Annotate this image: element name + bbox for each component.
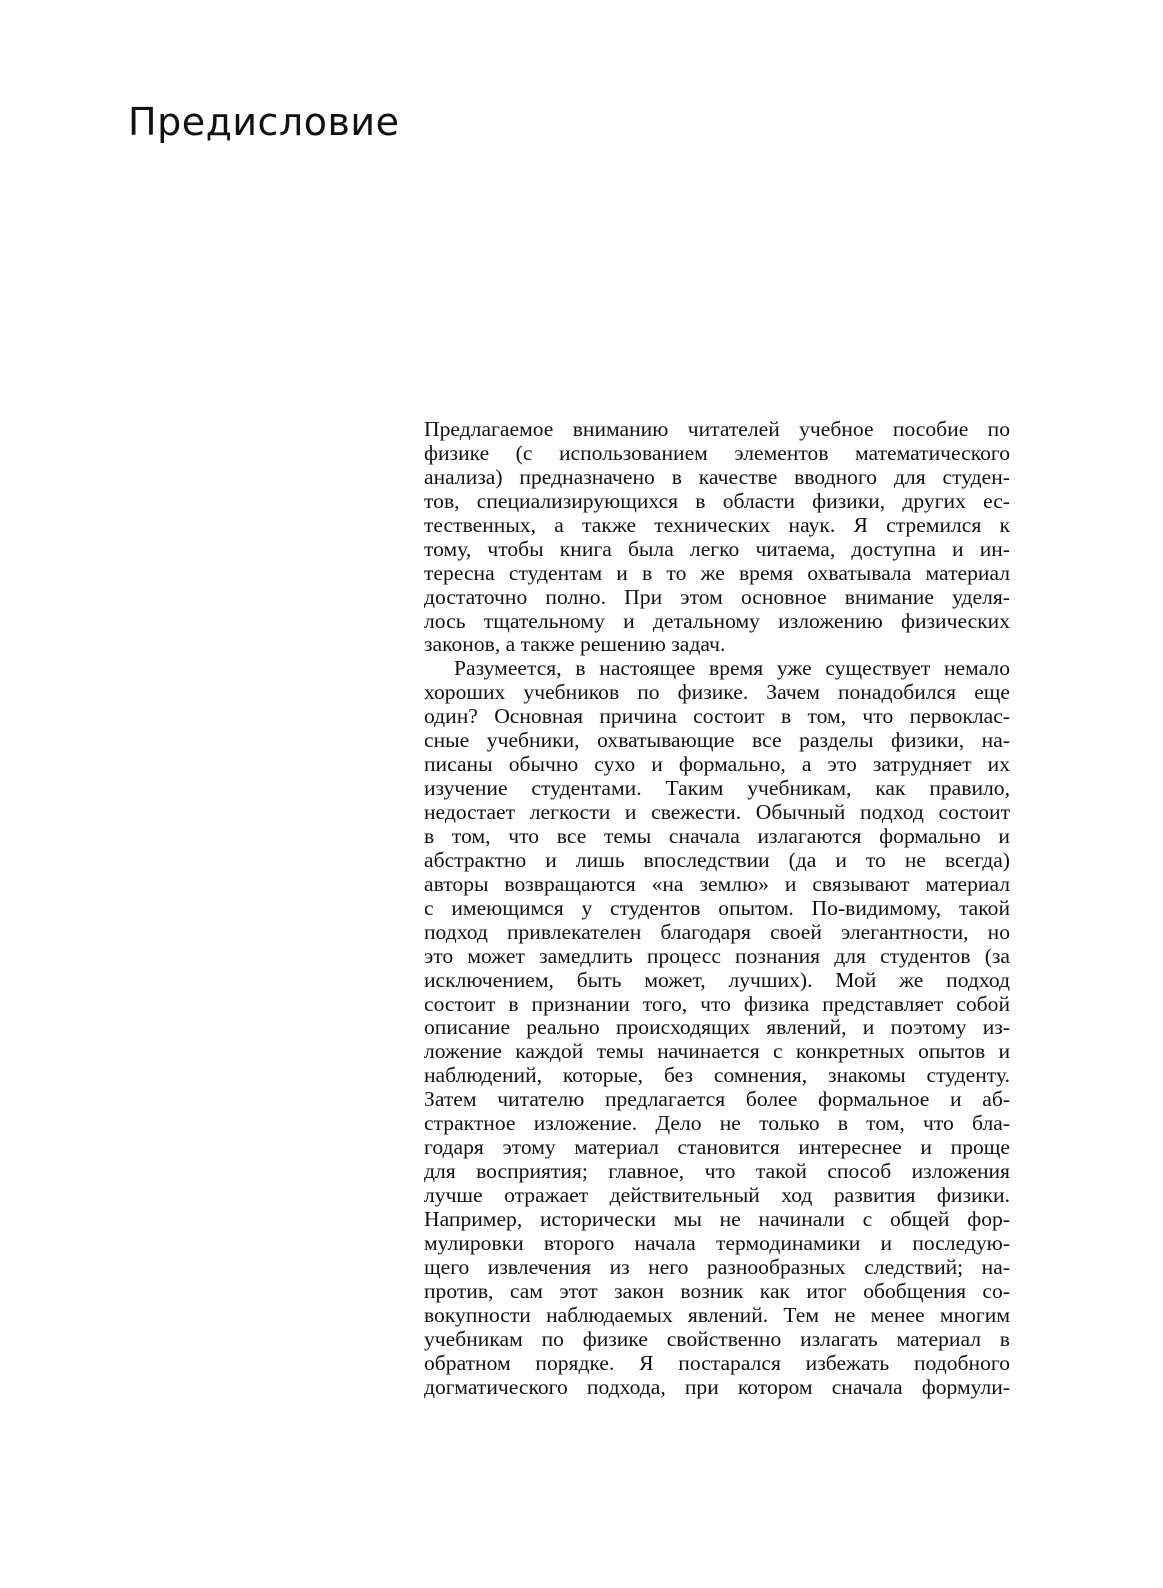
text-line: один? Основная причина состоит в том, что первоклас- [424, 704, 1010, 729]
text-line: щего извлечения из него разнообразных следствий; на- [424, 1254, 1010, 1279]
text-line: исключением, быть может, лучших). Мой же подход [424, 967, 1010, 992]
text-line: Затем читателю предлагается более формальное и аб- [424, 1087, 1010, 1112]
text-line: в том, что все темы сначала излагаются формально и [424, 823, 1010, 848]
chapter-title: Предисловие [128, 100, 400, 144]
text-line: Например, исторически мы не начинали с общей фор- [424, 1206, 1010, 1231]
text-line: ложение каждой темы начинается с конкретных опытов и [424, 1039, 1010, 1064]
text-line: авторы возвращаются «на землю» и связывают материал [424, 871, 1010, 896]
text-line: мулировки второго начала термодинамики и последую- [424, 1230, 1010, 1255]
text-line: достаточно полно. При этом основное внимание уделя- [424, 584, 1010, 609]
text-line: это может замедлить процесс познания для студентов (за [424, 943, 1010, 968]
text-line: недостает легкости и свежести. Обычный подход состоит [424, 800, 1010, 824]
text-line: против, сам этот закон возник как итог обобщения со- [424, 1278, 1010, 1303]
text-line: догматического подхода, при котором сначала формули- [424, 1374, 1010, 1399]
text-line: абстрактно и лишь впоследствии (да и то не всегда) [424, 847, 1010, 872]
text-line: тому, чтобы книга была легко читаема, доступна и ин- [424, 536, 1010, 561]
text-line: учебникам по физике свойственно излагать материал в [424, 1326, 1010, 1351]
text-line: хороших учебников по физике. Зачем понадобился еще [424, 680, 1010, 705]
text-line: для восприятия; главное, что такой способ изложения [424, 1159, 1010, 1184]
text-line: Предлагаемое вниманию читателей учебное пособие по [424, 417, 1010, 441]
text-line: сные учебники, охватывающие все разделы физики, на- [424, 728, 1010, 753]
text-line: наблюдений, которые, без сомнения, знакомы студенту. [424, 1063, 1010, 1088]
text-line: состоит в признании того, что физика представляет собой [424, 991, 1010, 1016]
text-line: тов, специализирующихся в области физики, других ес- [424, 488, 1010, 513]
body-text [424, 418, 1010, 1399]
text-line: вокупности наблюдаемых явлений. Тем не менее многим [424, 1302, 1010, 1327]
text-line: лось тщательному и детальному изложению физических [424, 608, 1010, 633]
text-line: анализа) предназначено в качестве вводного для студен- [424, 464, 1010, 489]
text-line: Разумеется, в настоящее время уже существует немало [454, 656, 1010, 681]
text-line: писаны обычно сухо и формально, а это затрудняет их [424, 752, 1010, 777]
text-line: тересна студентам и в то же время охватывала материал [424, 560, 1010, 585]
paragraph-2 [424, 657, 1010, 1399]
text-line: страктное изложение. Дело не только в том, что бла- [424, 1111, 1010, 1136]
text-line: с имеющимся у студентов опытом. По-видимому, такой [424, 895, 1010, 920]
text-line: обратном порядке. Я постарался избежать подобного [424, 1350, 1010, 1375]
text-line: описание реально происходящих явлений, и поэтому из- [424, 1015, 1010, 1040]
text-line: изучение студентами. Таким учебникам, как правило, [424, 776, 1010, 801]
text-line: годаря этому материал становится интереснее и проще [424, 1135, 1010, 1160]
text-line: лучше отражает действительный ход развития физики. [424, 1183, 1010, 1207]
paragraph-1 [424, 418, 1010, 657]
text-line: законов, а также решению задач. [424, 632, 726, 657]
text-line: подход привлекателен благодаря своей элегантности, но [424, 919, 1010, 944]
text-line: тественных, а также технических наук. Я стремился к [424, 512, 1010, 537]
text-line: физике (с использованием элементов математического [424, 440, 1010, 465]
